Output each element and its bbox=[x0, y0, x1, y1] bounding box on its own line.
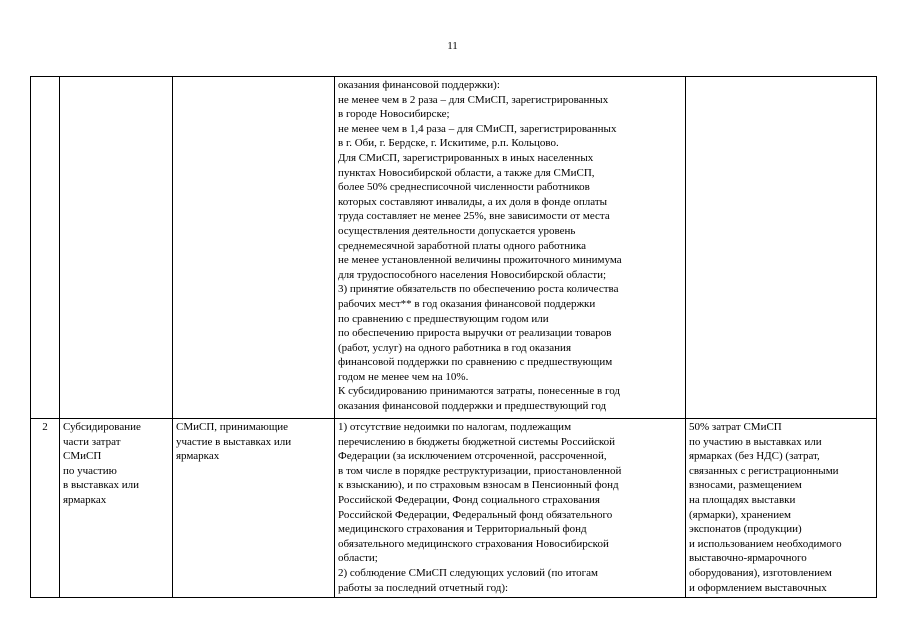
table-row-2 bbox=[31, 419, 877, 598]
table-row-continuation bbox=[31, 77, 877, 419]
cell-number: 2 bbox=[31, 419, 60, 598]
cell-amount: 50% затрат СМиСП по участию в выставках или ярмарках (без НДС) (затрат, связанных с регистрационными взносами, размещением на площадях выставки (ярмарки), хранением экспонатов (продукции) и использованием необходимого выставочно-ярмарочного оборудования), изготовлением и оформлением выставочных bbox=[686, 419, 877, 598]
cell-support-name: Субсидирование части затрат СМиСП по участию в выставках или ярмарках bbox=[60, 419, 173, 598]
cell-conditions: 1) отсутствие недоимки по налогам, подлежащим перечислению в бюджеты бюджетной системы Российской Федерации (за исключением отсроченной, рассроченной, в том числе в порядке реструктуризации, приостановленной к взысканию), и по страховым взносам в Пенсионный фонд Российской Федерации, Фонд социального страхования Российской Федерации, Федеральный фонд обязательного медицинского страхования и Территориальный фонд обязательного медицинского страхования Новосибирской области; 2) соблюдение СМиСП следующих условий (по итогам работы за последний отчетный год): bbox=[335, 419, 686, 598]
cell-recipients bbox=[173, 77, 335, 419]
cell-support-name bbox=[60, 77, 173, 419]
cell-number bbox=[31, 77, 60, 419]
cell-recipients: СМиСП, принимающие участие в выставках или ярмарках bbox=[173, 419, 335, 598]
page-number: 11 bbox=[447, 40, 458, 52]
subsidy-table bbox=[30, 76, 877, 598]
cell-amount bbox=[686, 77, 877, 419]
cell-conditions: оказания финансовой поддержки): не менее чем в 2 раза – для СМиСП, зарегистрированных в городе Новосибирске; не менее чем в 1,4 раза – для СМиСП, зарегистрированных в г. Оби, г. Бердске, г. Искитиме, р.п. Кольцово. Для СМиСП, зарегистрированных в иных населенных пунктах Новосибирской области, а также для СМиСП, более 50% среднесписочной численности работников которых составляют инвалиды, а их доля в фонде оплаты труда составляет не менее 25%, вне зависимости от места осуществления деятельности допускается уровень среднемесячной заработной платы одного работника не менее установленной величины прожиточного минимума для трудоспособного населения Новосибирской области; 3) принятие обязательств по обеспечению роста количества рабочих мест** в год оказания финансовой поддержки по сравнению с предшествующим годом или по обеспечению прироста выручки от реализации товаров (работ, услуг) на одного работника в год оказания финансовой поддержки по сравнению с предшествующим годом не менее чем на 10%. К субсидированию принимаются затраты, понесенные в год оказания финансовой поддержки и предшествующий год bbox=[335, 77, 686, 419]
